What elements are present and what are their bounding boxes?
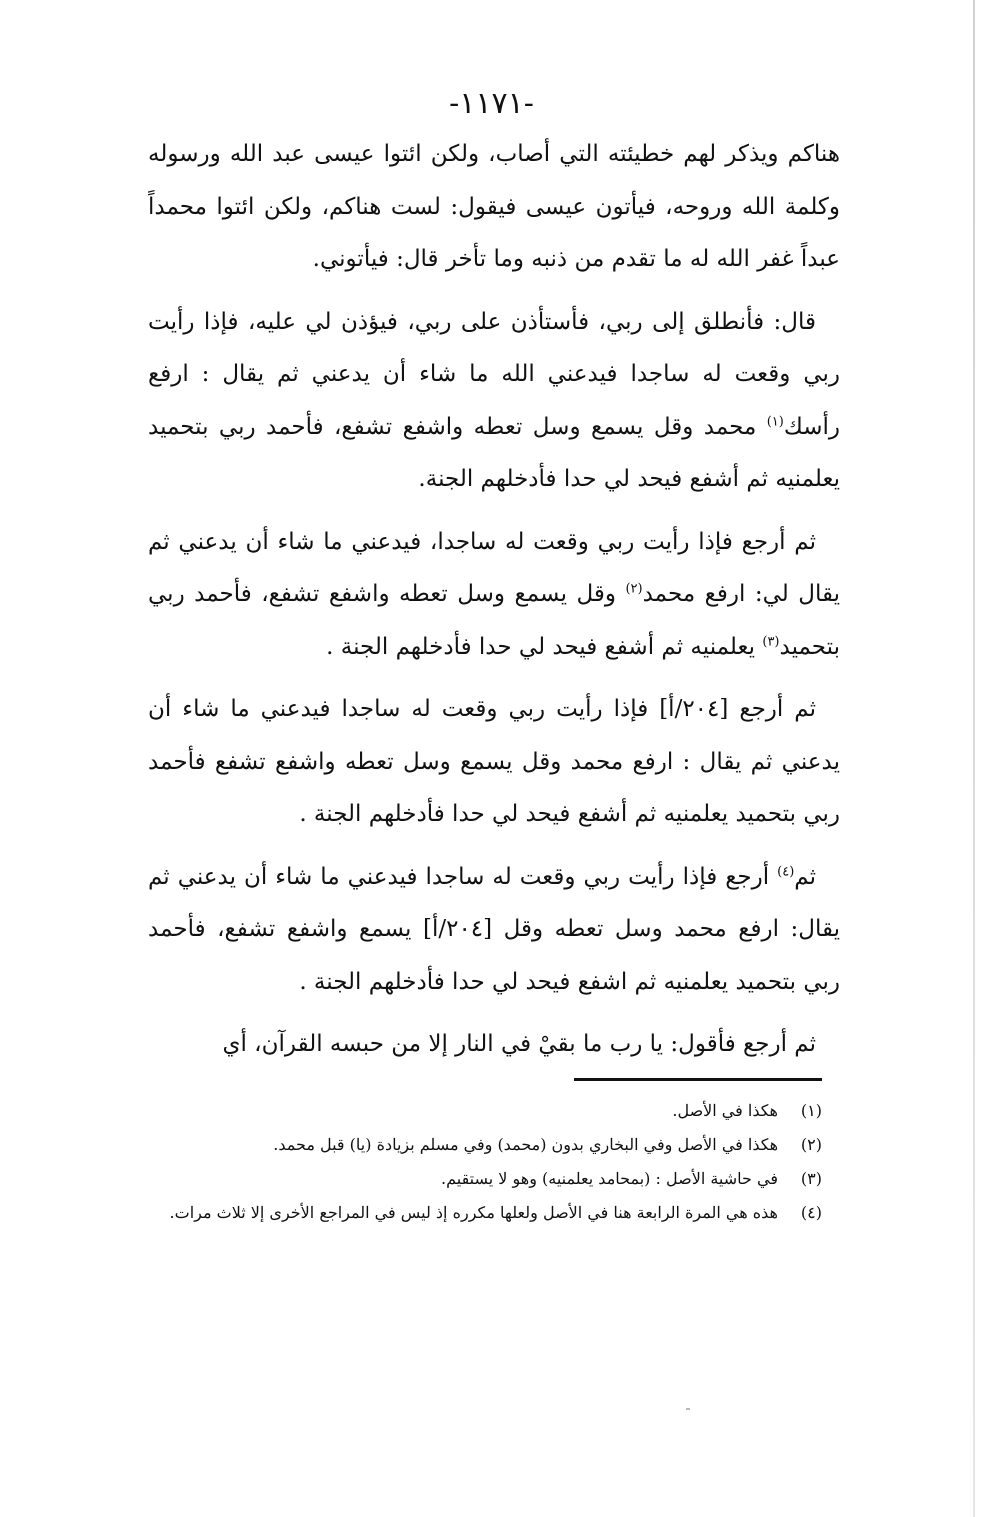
paragraph-1-text: هناكم ويذكر لهم خطيئته التي أصاب، ولكن ائتوا عيسى عبد الله ورسوله وكلمة الله وروحه، فيأتون عيسى فيقول: لست هناكم، ولكن ائتوا محمداً عبداً غفر الله له ما تقدم من ذنبه وما تأخر قال: فيأتوني.	[148, 141, 840, 272]
footnote-ref-3: (٣)	[762, 633, 780, 649]
footnote-ref-1: (١)	[766, 413, 784, 429]
paragraph-2-text-after: محمد وقل يسمع وسل تعطه واشفع تشفع، فأحمد ربي بتحميد يعلمنيه ثم أشفع فيحد لي حدا فأدخلهم الجنة.	[148, 413, 840, 492]
footnote-separator	[574, 1078, 822, 1081]
scan-speck	[686, 1408, 690, 1410]
footnote-1-number: (١)	[800, 1101, 822, 1120]
paragraph-6-text: ثم أرجع فأقول: يا رب ما بقيْ في النار إلا من حبسه القرآن، أي	[222, 1031, 816, 1057]
footnote-1	[150, 1096, 822, 1126]
paragraph-1	[148, 128, 840, 286]
footnote-1-text: هكذا في الأصل.	[672, 1101, 778, 1120]
body-text	[148, 128, 840, 1081]
footnote-4-number: (٤)	[800, 1203, 822, 1222]
scan-edge	[973, 0, 975, 1517]
footnote-3-number: (٣)	[800, 1169, 822, 1188]
paragraph-3-text-after-2: يعلمنيه ثم أشفع فيحد لي حدا فأدخلهم الجنة .	[326, 633, 763, 660]
footnote-ref-2: (٢)	[625, 581, 643, 597]
footnote-ref-4: (٤)	[777, 863, 795, 879]
footnote-2	[150, 1130, 822, 1160]
paragraph-4	[148, 683, 840, 841]
paragraph-3-text: ثم أرجع فإذا رأيت ربي وقعت له ساجدا، فيدعني ما شاء أن يدعني ثم يقال لي: ارفع محمد	[148, 528, 841, 607]
footnote-4	[150, 1198, 822, 1228]
page-number: -١١٧١-	[449, 86, 534, 121]
footnote-4-text: هذه هي المرة الرابعة هنا في الأصل ولعلها مكرره إذ ليس في المراجع الأخرى إلا ثلاث مرات.	[169, 1203, 778, 1222]
footnote-2-number: (٢)	[800, 1135, 822, 1154]
footnote-2-text: هكذا في الأصل وفي البخاري بدون (محمد) وفي مسلم بزيادة (يا) قبل محمد.	[273, 1135, 778, 1154]
paragraph-6	[148, 1018, 840, 1071]
paragraph-3	[148, 516, 840, 674]
paragraph-3-text-after: وقل يسمع وسل تعطه واشفع تشفع، فأحمد ربي بتحميد	[148, 581, 840, 660]
paragraph-5-text: ثم	[794, 863, 816, 890]
footnote-3	[150, 1164, 822, 1194]
paragraph-5	[148, 851, 840, 1009]
footnote-3-text: في حاشية الأصل : (بمحامد يعلمنيه) وهو لا يستقيم.	[441, 1169, 778, 1188]
paragraph-2-text: قال: فأنطلق إلى ربي، فأستأذن على ربي، فيؤذن لي عليه، فإذا رأيت ربي وقعت له ساجدا فيدعني الله ما شاء أن يدعني ثم يقال : ارفع رأسك	[148, 308, 840, 440]
paragraph-2	[148, 296, 840, 506]
footnotes	[150, 1096, 822, 1232]
paragraph-4-text: ثم أرجع [٢٠٤/أ] فإذا رأيت ربي وقعت له ساجدا فيدعني ما شاء أن يدعني ثم يقال : ارفع محمد وقل يسمع وسل تعطه واشفع تشفع فأحمد ربي بتحميد يعلمنيه ثم أشفع فيحد لي حدا فأدخلهم الجنة .	[148, 696, 840, 827]
paragraph-5-text-after: أرجع فإذا رأيت ربي وقعت له ساجدا فيدعني ما شاء أن يدعني ثم يقال: ارفع محمد وسل تعطه وقل [٢٠٤/أ] يسمع واشفع تشفع، فأحمد ربي بتحميد يعلمنيه ثم اشفع فيحد لي حدا فأدخلهم الجنة .	[148, 863, 840, 995]
